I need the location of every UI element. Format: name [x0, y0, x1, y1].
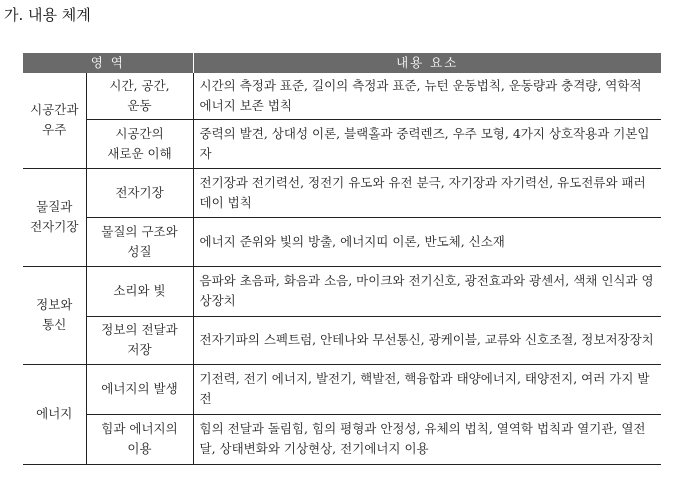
content-system-table	[23, 53, 661, 465]
content-elements-cell: 시간의 측정과 표준, 길이의 측정과 표준, 뉴턴 운동법칙, 운동량과 충격량, 역학적 에너지 보존 법칙	[193, 73, 661, 119]
sub-area-line: 운동	[127, 97, 152, 113]
area-label-line: 시공간과	[30, 102, 79, 118]
sub-area-cell	[86, 414, 193, 464]
area-cell	[23, 364, 86, 464]
content-elements-cell: 힘의 전달과 돌림힘, 힘의 평형과 안정성, 유체의 법칙, 열역학 법칙과 열기관, 열전달, 상태변화와 기상현상, 전기에너지 이용	[193, 414, 661, 464]
sub-area-line: 성질	[127, 243, 152, 259]
area-label-line: 물질과	[36, 199, 73, 214]
section-heading: 가. 내용 체계	[4, 6, 91, 24]
table-row	[23, 168, 661, 217]
area-label-line: 통신	[42, 317, 67, 332]
sub-area-line: 에너지의 발생	[101, 381, 178, 396]
sub-area-line: 시공간의	[115, 125, 164, 141]
table-row	[23, 217, 661, 266]
sub-area-line: 힘과 에너지의	[101, 421, 178, 436]
sub-area-line: 시간, 공간,	[109, 77, 170, 93]
content-elements-cell: 기전력, 전기 에너지, 발전기, 핵발전, 핵융합과 태양에너지, 태양전지, 여러 가지 발전	[193, 364, 661, 414]
area-label-line: 정보와	[36, 297, 73, 312]
sub-area-cell	[86, 266, 193, 316]
sub-area-cell	[86, 217, 193, 266]
table-header-row	[23, 53, 661, 73]
sub-area-cell	[86, 364, 193, 414]
sub-area-line: 전자기장	[115, 184, 164, 200]
area-label-line: 우주	[42, 122, 67, 138]
table-row	[23, 119, 661, 168]
table-row	[23, 364, 661, 414]
header-area: 영 역	[23, 53, 193, 73]
content-elements-cell: 에너지 준위와 빛의 방출, 에너지띠 이론, 반도체, 신소재	[193, 217, 661, 266]
sub-area-line: 저장	[127, 342, 152, 357]
table-row	[23, 73, 661, 119]
content-elements-cell: 중력의 발견, 상대성 이론, 블랙홀과 중력렌즈, 우주 모형, 4가지 상호작용과 기본입자	[193, 119, 661, 168]
area-cell	[23, 168, 86, 266]
content-elements-cell: 전기장과 전기력선, 정전기 유도와 유전 분극, 자기장과 자기력선, 유도전류와 패러데이 법칙	[193, 168, 661, 217]
header-elements: 내용 요소	[193, 53, 661, 73]
area-label-line: 전자기장	[30, 219, 79, 234]
sub-area-line: 이용	[127, 441, 152, 456]
area-label-line: 에너지	[36, 406, 73, 421]
area-cell	[23, 266, 86, 364]
sub-area-line: 정보의 전달과	[101, 322, 178, 337]
sub-area-cell	[86, 73, 193, 119]
sub-area-line: 소리와 빛	[113, 283, 166, 298]
table-row	[23, 266, 661, 316]
content-elements-cell: 음파와 초음파, 화음과 소음, 마이크와 전기신호, 광전효과와 광센서, 색채 인식과 영상장치	[193, 266, 661, 316]
content-elements-cell: 전자기파의 스펙트럼, 안테나와 무선통신, 광케이블, 교류와 신호조절, 정보저장장치	[193, 316, 661, 364]
table-row	[23, 414, 661, 464]
sub-area-cell	[86, 168, 193, 217]
area-cell	[23, 73, 86, 168]
sub-area-cell	[86, 119, 193, 168]
sub-area-cell	[86, 316, 193, 364]
table-row	[23, 316, 661, 364]
sub-area-line: 새로운 이해	[107, 145, 172, 161]
sub-area-line: 물질의 구조와	[101, 223, 178, 239]
